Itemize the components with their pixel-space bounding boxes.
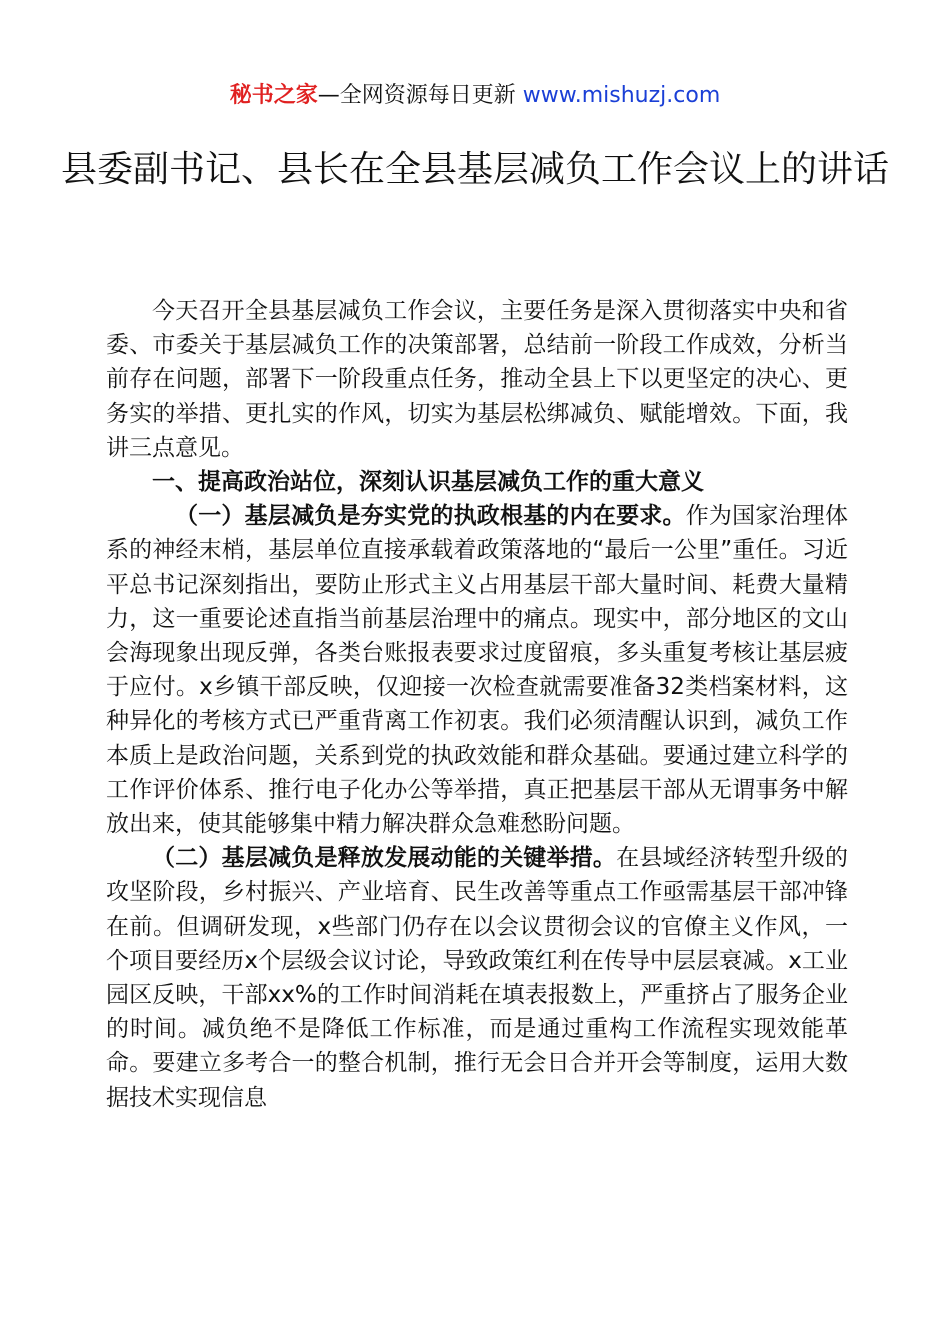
subsection-1-lead: （一）基层减负是夯实党的执政根基的内在要求。 <box>175 503 686 530</box>
site-header <box>0 80 950 112</box>
section-heading: 一、提高政治站位，深刻认识基层减负工作的重大意义 <box>152 469 704 496</box>
subsection-2-paragraph <box>106 841 848 1115</box>
subsection-1-body: 作为国家治理体系的神经末梢，基层单位直接承载着政策落地的“最后一公里”重任。习近平总书记深刻指出，要防止形式主义占用基层干部大量时间、耗费大量精力，这一重要论述直指当前基层治理中的痛点。现实中，部分地区的文山会海现象出现反弹，各类台账报表要求过度留痕，多头重复考核让基层疲于应付。x乡镇干部反映，仅迎接一次检查就需要准备32类档案材料，这种异化的考核方式已严重背离工作初衷。我们必须清醒认识到，减负工作本质上是政治问题，关系到党的执政效能和群众基础。要通过建立科学的工作评价体系、推行电子化办公等举措，真正把基层干部从无谓事务中解放出来，使其能够集中精力解决群众急难愁盼问题。 <box>106 503 849 838</box>
subsection-2-body: 在县域经济转型升级的攻坚阶段，乡村振兴、产业培育、民生改善等重点工作亟需基层干部冲锋在前。但调研发现，x些部门仍存在以会议贯彻会议的官僚主义作风，一个项目要经历x个层级会议讨论，导致政策红利在传导中层层衰减。x工业园区反映，干部xx%的工作时间消耗在填表报数上，严重挤占了服务企业的时间。减负绝不是降低工作标准，而是通过重构工作流程实现效能革命。要建立多考合一的整合机制，推行无会日合并开会等制度，运用大数据技术实现信息 <box>106 845 849 1111</box>
brand-name: 秘书之家 <box>229 83 318 108</box>
subsection-1-paragraph <box>106 499 848 841</box>
subsection-2-lead: （二）基层减负是释放发展动能的关键举措。 <box>152 845 617 872</box>
document-title: 县委副书记、县长在全县基层减负工作会议上的讲话 <box>60 149 889 190</box>
intro-paragraph: 今天召开全县基层减负工作会议，主要任务是深入贯彻落实中央和省委、市委关于基层减负工作的决策部署，总结前一阶段工作成效，分析当前存在问题，部署下一阶段重点任务，推动全县上下以更坚定的决心、更务实的举措、更扎实的作风，切实为基层松绑减负、赋能增效。下面，我讲三点意见。 <box>106 298 848 461</box>
document-body <box>106 294 848 1115</box>
header-tagline: —全网资源每日更新 <box>317 83 523 108</box>
site-url[interactable]: www.mishuzj.com <box>522 83 721 108</box>
